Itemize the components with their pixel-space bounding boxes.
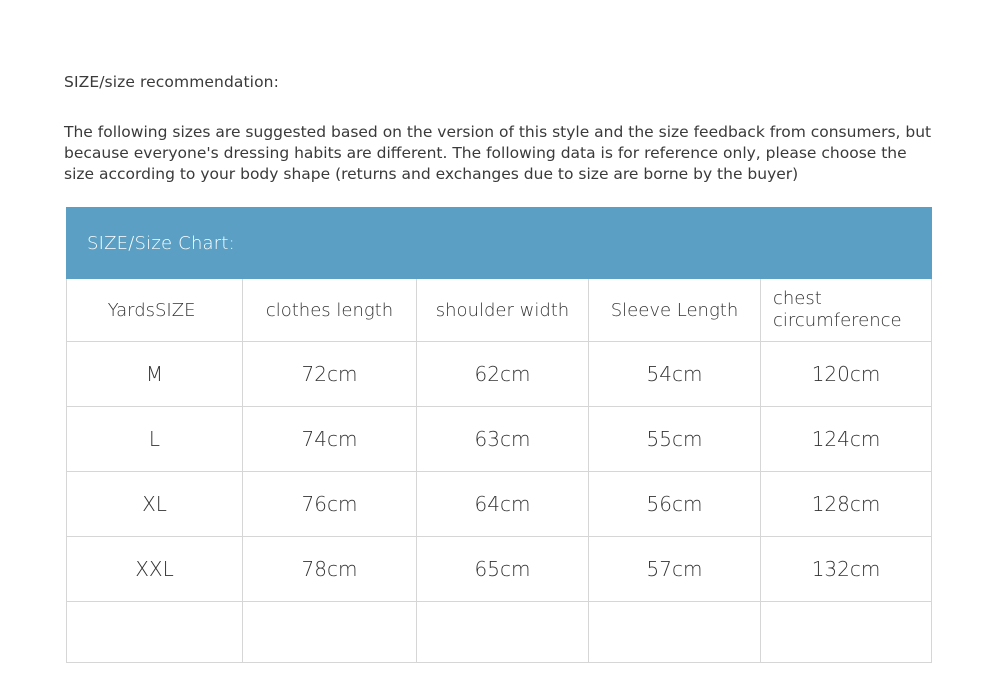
cell-clothes-length: 78cm bbox=[243, 537, 417, 602]
table-row bbox=[67, 342, 932, 407]
cell-chest-circumference: 120cm bbox=[761, 342, 932, 407]
table-row bbox=[67, 407, 932, 472]
column-header-shoulder-width: shoulder width bbox=[417, 279, 589, 342]
column-header-sleeve-length: Sleeve Length bbox=[589, 279, 761, 342]
table-title: SIZE/Size Chart: bbox=[67, 208, 932, 279]
cell-sleeve-length: 55cm bbox=[589, 407, 761, 472]
cell-shoulder-width: 63cm bbox=[417, 407, 589, 472]
table-row bbox=[67, 537, 932, 602]
column-header-clothes-length: clothes length bbox=[243, 279, 417, 342]
cell-size: XL bbox=[67, 472, 243, 537]
intro-paragraph: The following sizes are suggested based on the version of this style and the size feedback from consumers, but because everyone's dressing habits are different. The following data is for reference only, please choose the size according to your body shape (returns and exchanges due to size are borne by the buyer) bbox=[64, 123, 932, 183]
cell-sleeve-length: 56cm bbox=[589, 472, 761, 537]
cell-empty bbox=[417, 602, 589, 663]
cell-empty bbox=[243, 602, 417, 663]
cell-size: L bbox=[67, 407, 243, 472]
cell-shoulder-width: 62cm bbox=[417, 342, 589, 407]
cell-shoulder-width: 65cm bbox=[417, 537, 589, 602]
cell-chest-circumference: 124cm bbox=[761, 407, 932, 472]
cell-chest-circumference: 128cm bbox=[761, 472, 932, 537]
intro-title: SIZE/size recommendation: bbox=[64, 73, 279, 91]
cell-empty bbox=[589, 602, 761, 663]
cell-size: XXL bbox=[67, 537, 243, 602]
column-header-chest-circumference: chest circumference bbox=[761, 279, 932, 342]
table-header-band bbox=[67, 208, 932, 279]
cell-clothes-length: 72cm bbox=[243, 342, 417, 407]
cell-size: M bbox=[67, 342, 243, 407]
size-table-container bbox=[66, 207, 931, 663]
cell-sleeve-length: 57cm bbox=[589, 537, 761, 602]
cell-sleeve-length: 54cm bbox=[589, 342, 761, 407]
cell-empty bbox=[67, 602, 243, 663]
table-row bbox=[67, 472, 932, 537]
table-column-headers bbox=[67, 279, 932, 342]
table-row-empty bbox=[67, 602, 932, 663]
column-header-size: YardsSIZE bbox=[67, 279, 243, 342]
size-table bbox=[66, 207, 932, 663]
cell-clothes-length: 74cm bbox=[243, 407, 417, 472]
cell-chest-circumference: 132cm bbox=[761, 537, 932, 602]
cell-shoulder-width: 64cm bbox=[417, 472, 589, 537]
cell-empty bbox=[761, 602, 932, 663]
cell-clothes-length: 76cm bbox=[243, 472, 417, 537]
